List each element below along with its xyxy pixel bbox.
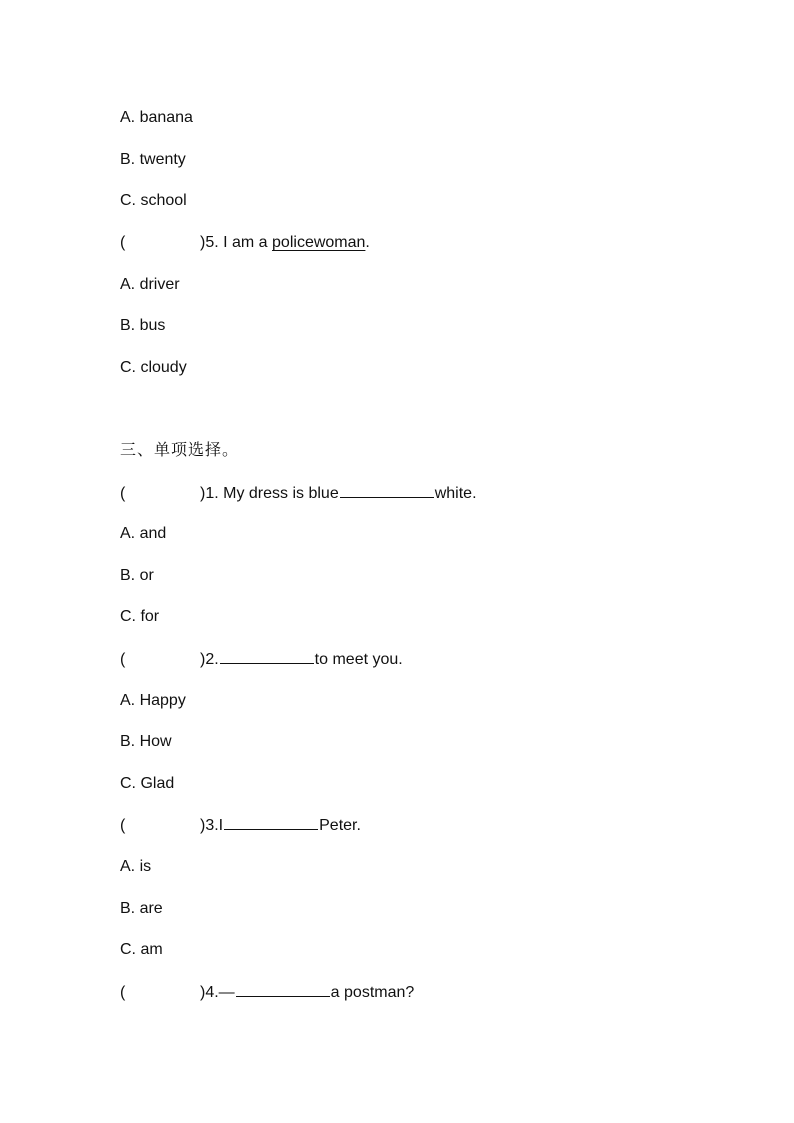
answer-paren-close: ) <box>200 234 206 251</box>
answer-paren-open: ( <box>120 234 126 251</box>
question-end: to meet you. <box>314 651 403 668</box>
answer-blank[interactable] <box>224 815 318 830</box>
answer-paren-open: ( <box>120 984 126 1001</box>
question-text: 3.I <box>205 817 224 834</box>
option-a: A. is <box>120 858 152 875</box>
underlined-word: policewoman <box>272 234 366 251</box>
question-1 <box>120 483 477 504</box>
option-a: A. Happy <box>120 692 186 709</box>
question-text: 2. <box>205 651 219 668</box>
question-end: white. <box>434 485 477 502</box>
option-c: C. Glad <box>120 775 175 792</box>
option-b: B. bus <box>120 317 166 334</box>
option-a: A. and <box>120 525 167 542</box>
option-b: B. or <box>120 567 154 584</box>
answer-paren-close: ) <box>200 651 206 668</box>
answer-paren-close: ) <box>200 817 206 834</box>
question-text: 1. My dress is blue <box>205 485 339 502</box>
answer-paren-open: ( <box>120 817 126 834</box>
question-4 <box>120 982 414 1003</box>
option-a: A. banana <box>120 109 193 126</box>
option-a: A. driver <box>120 276 180 293</box>
question-text: I am a <box>218 234 273 251</box>
question-2 <box>120 649 403 670</box>
option-c: C. am <box>120 941 163 958</box>
question-end: . <box>365 234 370 251</box>
question-5 <box>120 233 370 253</box>
question-text: 4.— <box>205 984 235 1001</box>
answer-paren-close: ) <box>200 984 206 1001</box>
option-c: C. for <box>120 608 160 625</box>
option-c: C. school <box>120 192 187 209</box>
answer-blank[interactable] <box>236 982 330 997</box>
option-c: C. cloudy <box>120 359 187 376</box>
question-end: a postman? <box>330 984 415 1001</box>
answer-paren-open: ( <box>120 651 126 668</box>
option-b: B. are <box>120 900 163 917</box>
question-number: 5. <box>205 234 219 251</box>
answer-blank[interactable] <box>220 649 314 664</box>
option-b: B. How <box>120 733 172 750</box>
question-3 <box>120 815 361 836</box>
answer-blank[interactable] <box>340 483 434 498</box>
question-end: Peter. <box>319 817 361 834</box>
answer-paren-open: ( <box>120 485 126 502</box>
answer-paren-close: ) <box>200 485 206 502</box>
section-title: 三、单项选择。 <box>120 440 240 459</box>
option-b: B. twenty <box>120 151 186 168</box>
